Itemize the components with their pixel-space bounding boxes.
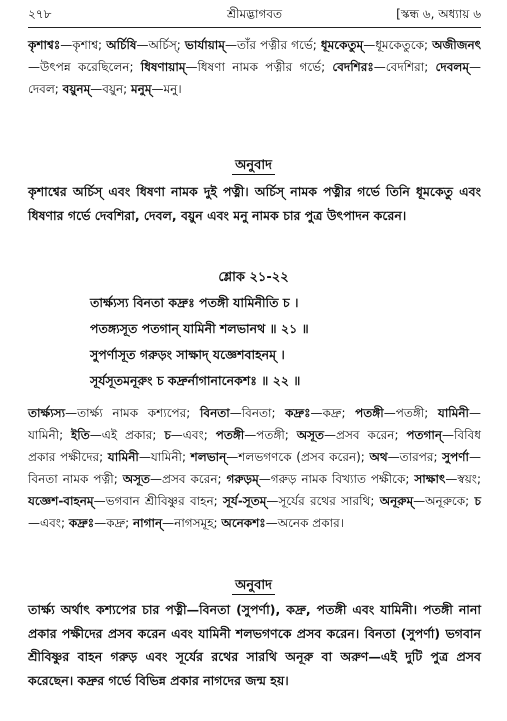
- verse-line: তার্ক্ষ্যস্য বিনতা কদ্রুঃ পতঙ্গী যামিনীতি চ ।: [90, 295, 299, 310]
- synonym-meaning: —কদ্রু;: [310, 406, 356, 420]
- synonym-term: দেবলম্‌: [435, 60, 469, 74]
- synonym-term: অর্চিষি: [106, 38, 137, 52]
- synonym-meaning: —তারপর;: [387, 450, 443, 464]
- section-reference: [স্কন্ধ ৬, অধ্যায় ৬: [396, 7, 481, 21]
- synonym-meaning: —বিনতা নামক পত্নী;: [28, 450, 481, 486]
- synonym-meaning: —অনেক প্রকার।: [265, 516, 345, 530]
- running-title: শ্রীমদ্ভাগবত: [226, 7, 283, 21]
- synonym-term: কদ্রুঃ: [285, 406, 311, 420]
- synonym-meaning: —প্রসব করেন;: [150, 472, 227, 486]
- synonym-term: চ: [164, 428, 171, 442]
- synonym-meaning: —তাঁর পত্নীর গর্ভে;: [224, 38, 321, 52]
- verse-number: শ্লোক ২১-২২: [218, 270, 289, 285]
- synonym-meaning: —সূর্যের রথের সারথি;: [266, 494, 380, 508]
- synonym-term: কৃশাশ্বঃ: [28, 38, 61, 52]
- synonym-term: অথ: [369, 450, 388, 464]
- synonyms-block-2: [28, 402, 481, 534]
- synonym-term: যামিনী: [437, 406, 469, 420]
- verse-line: সুপর্ণাসূত গরুড়ং সাক্ষাদ্‌ যজ্ঞেশবাহনম্‌ ।: [90, 347, 285, 362]
- page-header: [28, 4, 481, 24]
- synonym-term: পতঙ্গী: [215, 428, 245, 442]
- synonym-meaning: —শলভগণকে (প্রসব করেন);: [226, 450, 370, 464]
- synonyms-block-1: [28, 34, 481, 100]
- synonym-meaning: —ধিষণা নামক পত্নীর গর্ভে;: [185, 60, 333, 74]
- verse-line: সূর্যসূতমনূরুং চ কদ্রুর্নাগানানেকশঃ ॥ ২২ ॥: [90, 373, 301, 388]
- synonym-meaning: —দেবল;: [28, 60, 481, 96]
- synonym-term: সূর্য-সূতম্‌: [223, 494, 267, 508]
- synonym-term: ধূমকেতুম্‌: [320, 38, 364, 52]
- verse-line: পতঙ্গ্যসূত পতগান্‌ যামিনী শলভানথ ॥ ২১ ॥: [90, 321, 309, 336]
- synonym-term: ধিষণায়াম্‌: [140, 60, 186, 74]
- translation-1: কৃশাশ্বের অর্চিস্‌ এবং ধিষণা নামক দুই পত্নী। অর্চিস্‌ নামক পত্নীর গর্ভে তিনি ধূমকেতু এবং ধিষণার গর্ভে দেবশিরা, দেবল, বয়ুন এবং মনু নামক চার পুত্র উৎপাদন করেন।: [28, 184, 481, 223]
- synonym-term: বয়ুনম্‌: [62, 82, 91, 96]
- synonym-meaning: —মনু।: [151, 82, 182, 96]
- synonym-meaning: —যামিনী;: [28, 406, 481, 442]
- synonym-meaning: —এবং;: [170, 428, 216, 442]
- header-rule: [28, 27, 481, 28]
- synonym-term: সুপর্ণা: [442, 450, 469, 464]
- synonym-term: কদ্রুঃ: [68, 516, 95, 530]
- synonym-meaning: —উৎপন্ন করেছিলেন;: [28, 60, 141, 74]
- synonym-term: সাক্ষাৎ: [414, 472, 446, 486]
- synonym-meaning: —বিবিধ প্রকার পক্ষীদের;: [28, 428, 481, 464]
- synonym-meaning: —ভগবান শ্রীবিষ্ণুর বাহন;: [93, 494, 223, 508]
- synonym-term: শলভান্‌: [190, 450, 227, 464]
- synonym-meaning: —বয়ুন;: [90, 82, 132, 96]
- synonym-term: মনুম্‌: [131, 82, 152, 96]
- synonym-meaning: —পতঙ্গী;: [244, 428, 297, 442]
- synonym-term: নাগান্‌: [133, 516, 163, 530]
- synonym-term: তার্ক্ষ্যস্য: [28, 406, 66, 420]
- synonym-meaning: —নাগসমূহ;: [162, 516, 222, 530]
- translation-heading-1: অনুবাদ: [0, 156, 507, 177]
- synonym-meaning: —তার্ক্ষ্য নামক কশ্যপের;: [65, 406, 200, 420]
- synonym-term: যামিনী: [107, 450, 139, 464]
- synonym-term: অজীজনৎ: [432, 38, 482, 52]
- synonym-term: গরুড়ম্‌: [226, 472, 259, 486]
- synonym-meaning: —এবং;: [28, 516, 69, 530]
- synonym-term: অসূত: [296, 428, 325, 442]
- synonym-term: বিনতা: [199, 406, 230, 420]
- synonym-meaning: —স্বয়ং;: [445, 472, 481, 486]
- synonym-meaning: —বিনতা;: [229, 406, 286, 420]
- synonym-meaning: —বেদশিরা;: [373, 60, 436, 74]
- synonym-meaning: —অর্চিস্‌;: [136, 38, 185, 52]
- synonym-term: অসূত: [122, 472, 151, 486]
- synonym-term: পতগান্‌: [406, 428, 443, 442]
- translation-2: তার্ক্ষ্য অর্থাৎ কশ্যপের চার পত্নী—বিনতা (সুপর্ণা), কদ্রু, পতঙ্গী এবং যামিনী। পতঙ্গী নানা প্রকার পক্ষীদের প্রসব করেন এবং যামিনী শলভগণকে প্রসব করেন। বিনতা (সুপর্ণা) ভগবান শ্রীবিষ্ণুর বাহন গরুড় এবং সূর্যের রথের সারথি অনূরু বা অরুণ—এই দুটি পুত্র প্রসব করেছেন। কদ্রুর গর্ভে বিভিন্ন প্রকার নাগদের জন্ম হয়।: [28, 602, 481, 688]
- synonym-term: চ: [474, 494, 481, 508]
- page-number: ২৭৮: [28, 7, 52, 21]
- synonym-term: ইতি: [71, 428, 90, 442]
- synonym-term: পতঙ্গী: [355, 406, 384, 420]
- synonym-term: বেদশিরঃ: [332, 60, 374, 74]
- synonym-meaning: —যামিনী;: [138, 450, 191, 464]
- synonym-meaning: —গরুড় নামক বিখ্যাত পক্ষীকে;: [258, 472, 415, 486]
- synonym-meaning: —এই প্রকার;: [89, 428, 165, 442]
- translation-heading-2: অনুবাদ: [0, 576, 507, 597]
- synonym-meaning: —প্রসব করেন;: [324, 428, 407, 442]
- synonym-meaning: —কৃশাশ্ব;: [60, 38, 107, 52]
- synonym-meaning: —পতঙ্গী;: [383, 406, 438, 420]
- synonym-meaning: —ধূমকেতুকে;: [363, 38, 433, 52]
- synonym-meaning: —কদ্রু;: [94, 516, 133, 530]
- synonym-term: অনেকশঃ: [221, 516, 266, 530]
- synonym-term: ভার্যায়াম্‌: [184, 38, 225, 52]
- synonym-term: অনূরুম্‌: [379, 494, 414, 508]
- synonym-term: যজ্ঞেশ-বাহনম্‌: [28, 494, 94, 508]
- synonym-meaning: —অনূরুকে;: [413, 494, 475, 508]
